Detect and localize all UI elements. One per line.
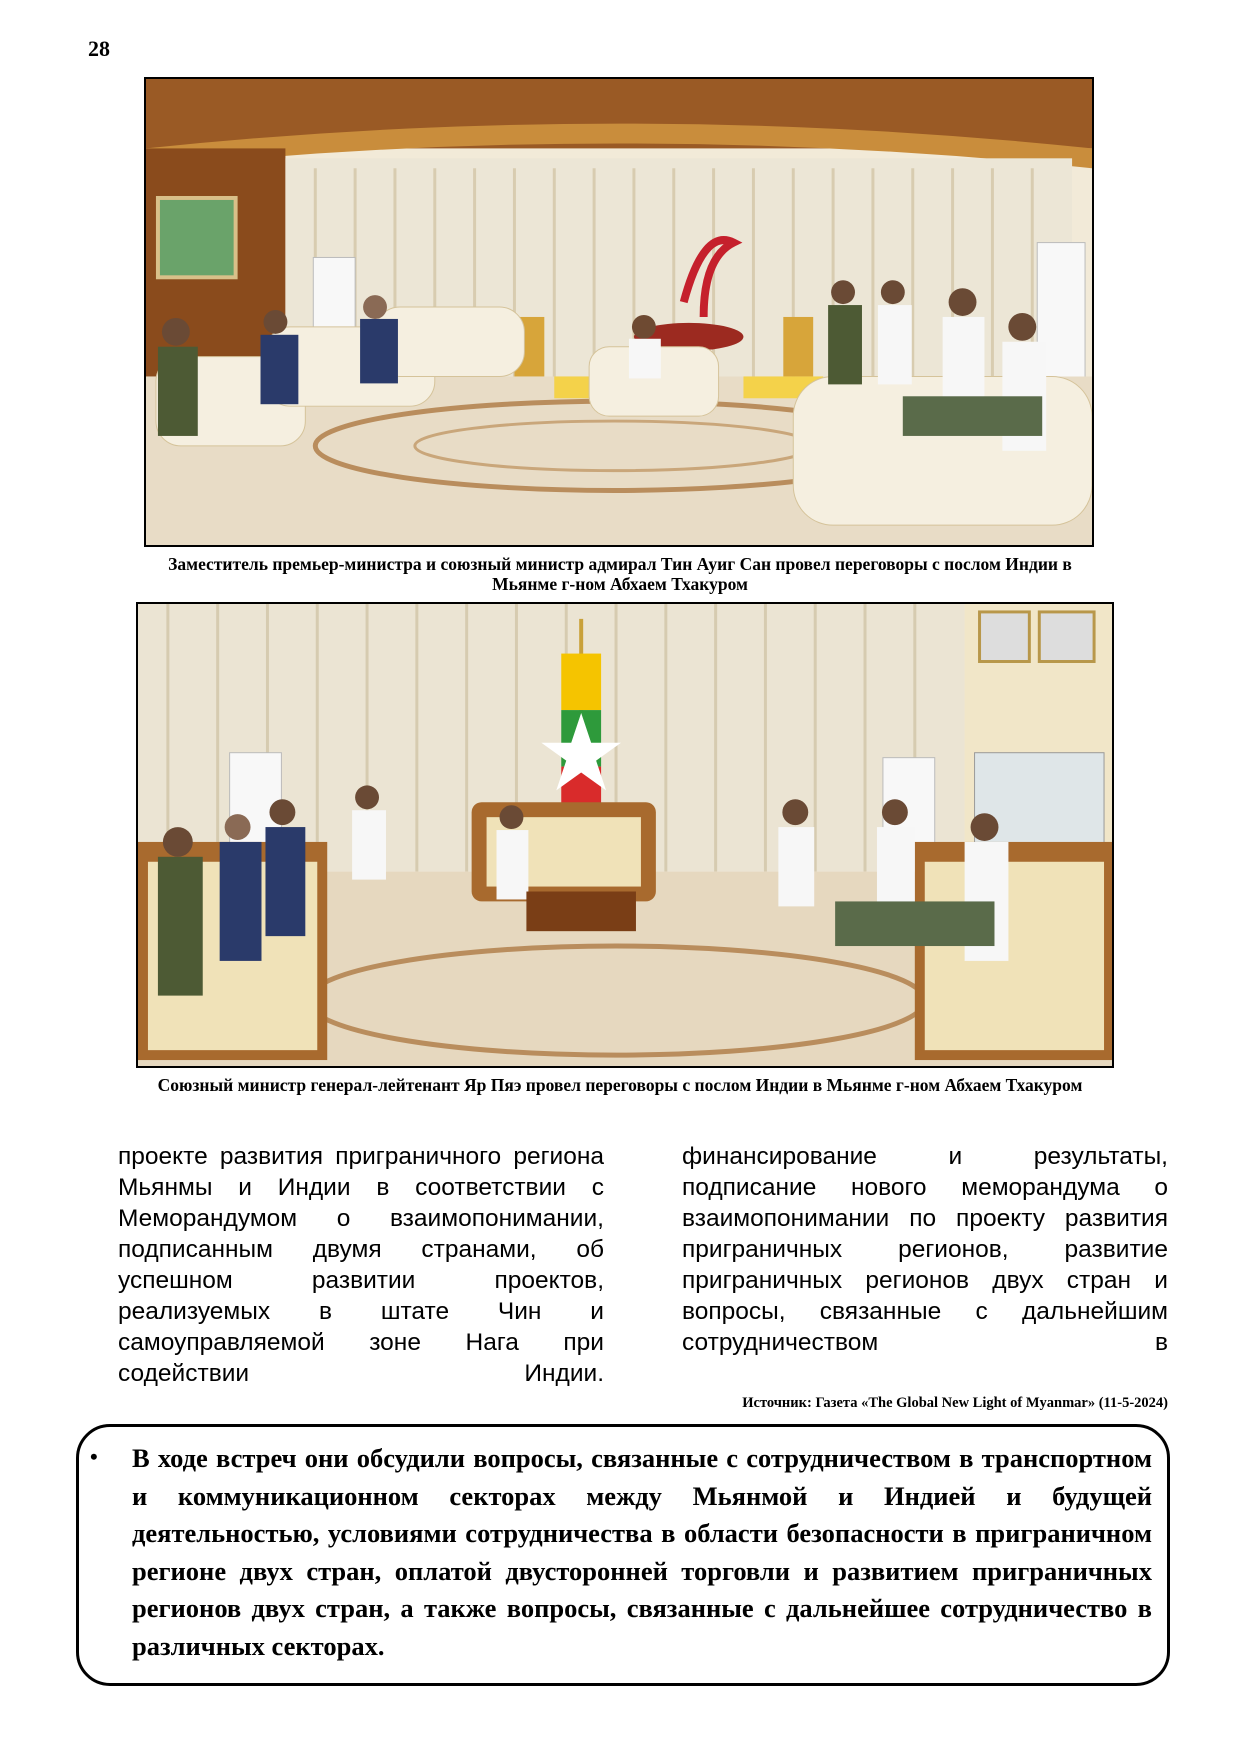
- meeting-room-photo-icon: [146, 79, 1092, 545]
- page-number: 28: [88, 36, 110, 61]
- photo-caption-2: Союзный министр генерал-лейтенант Яр Пяэ провел переговоры с послом Индии в Мьянме г-ном Абхаем Тхакуром: [157, 1075, 1083, 1095]
- body-column-left: проекте развития приграничного региона Мьянмы и Индии в соответствии с Меморандумом о взаимопонимании, подписанным двумя странами, об успешном развитии проектов, реализуемых в штате Чин и самоуправляемой зоне Нага при содействии Индии.: [118, 1143, 604, 1387]
- bullet-icon: •: [90, 1444, 98, 1469]
- photo-meeting-2: [136, 602, 1114, 1068]
- photo-caption-1: Заместитель премьер-министра и союзный министр адмирал Тин Ауиг Сан провел переговоры с послом Индии в Мьянме г-ном Абхаем Тхакуром: [168, 554, 1072, 594]
- photo-meeting-1: [144, 77, 1094, 547]
- body-column-right: финансирование и результаты, подписание нового меморандума о взаимопонимании по проекту развития приграничных регионов, развитие приграничных регионов двух стран и вопросы, связанные с дальнейшим сотрудничеством в: [682, 1143, 1168, 1356]
- summary-text: В ходе встреч они обсудили вопросы, связанные с сотрудничеством в транспортном и коммуникационном секторах между Мьянмой и Индией и будущей деятельностью, условиями сотрудничества в области безопасности в приграничном регионе двух стран, оплатой двусторонней торговли и развитием приграничных регионов двух стран, а также вопросы, связанные с дальнейшее сотрудничество в различных секторах.: [132, 1443, 1152, 1661]
- source-note: Источник: Газета «The Global New Light of Myanmar» (11-5-2024): [742, 1395, 1168, 1411]
- meeting-room-photo-icon: [138, 604, 1112, 1066]
